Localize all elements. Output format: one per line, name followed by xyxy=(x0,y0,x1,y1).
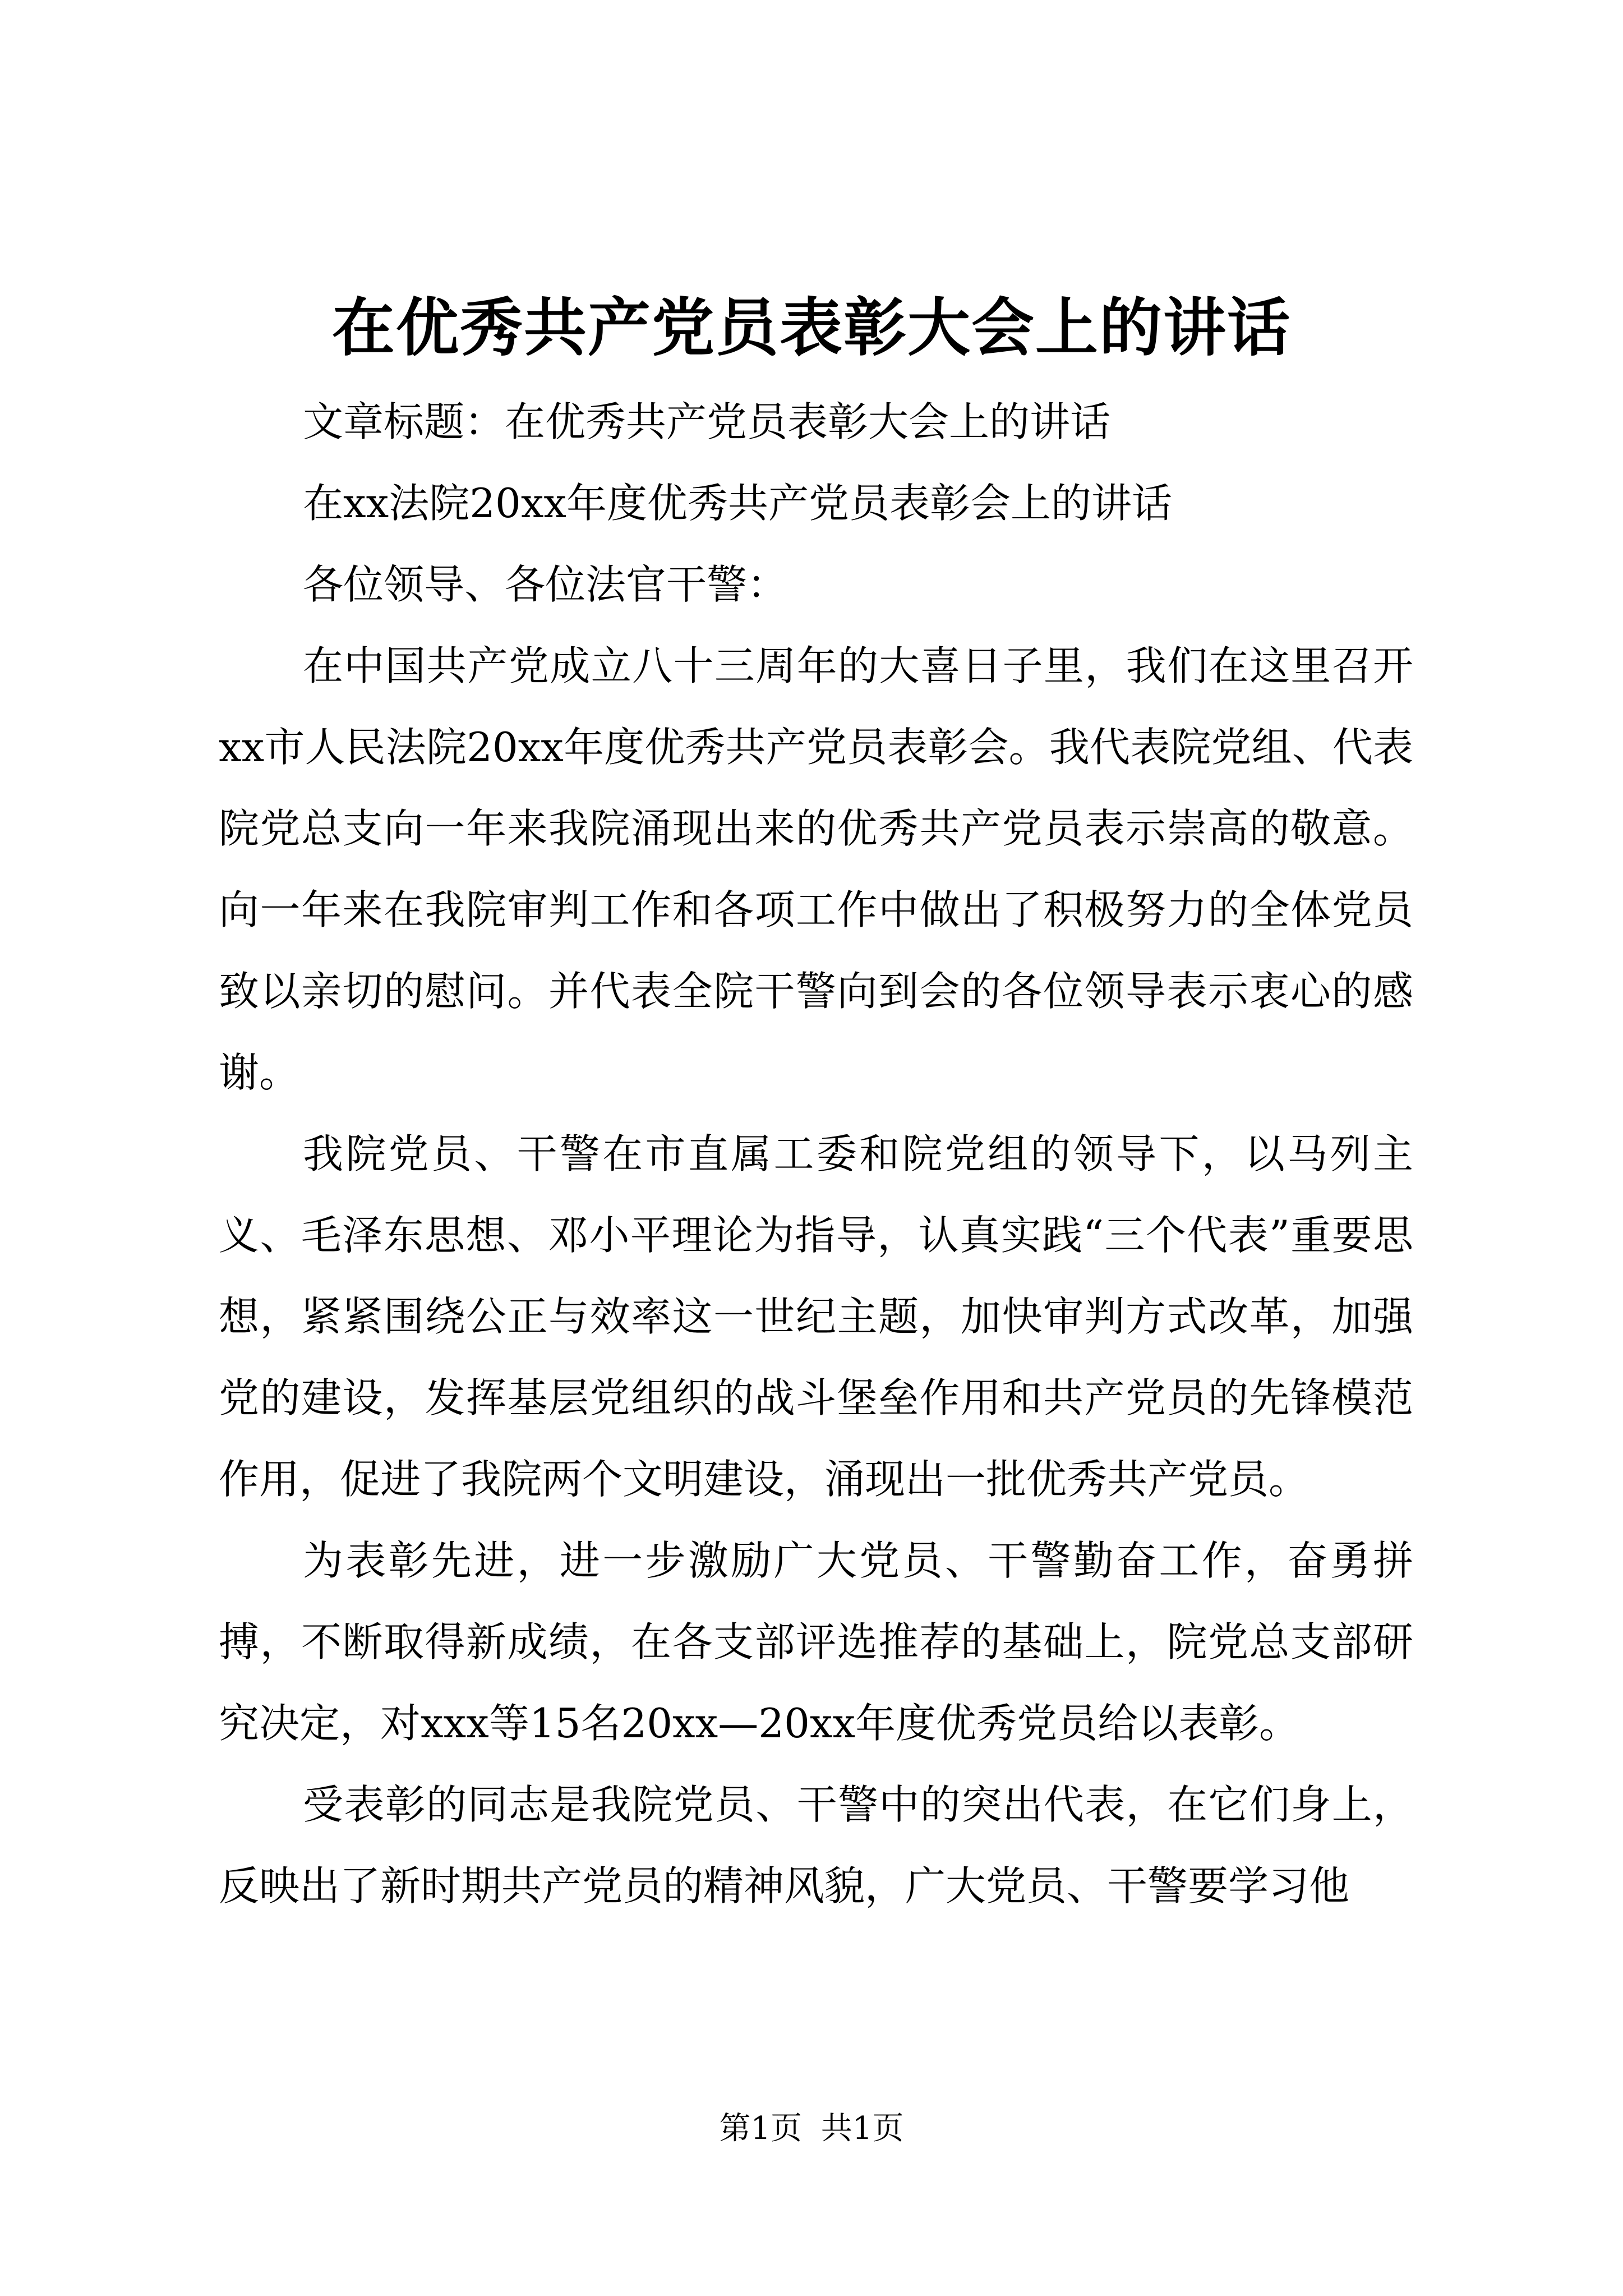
paragraph-article-title: 文章标题：在优秀共产党员表彰大会上的讲话 xyxy=(303,398,1111,445)
document-title: 在优秀共产党员表彰大会上的讲话 xyxy=(332,291,1291,365)
paragraph-subtitle: 在xx法院20xx年度优秀共产党员表彰会上的讲话 xyxy=(303,480,1173,527)
paragraph-salutation: 各位领导、各位法官干警： xyxy=(303,561,788,608)
page-footer xyxy=(0,2109,1623,2148)
page-total: 共1页 xyxy=(820,2110,904,2147)
page-number: 第1页 xyxy=(719,2110,803,2147)
document-body xyxy=(219,381,1413,1927)
paragraph-body: 受表彰的同志是我院党员、干警中的突出代表，在它们身上，反映出了新时期共产党员的精神风貌，广大党员、干警要学习他 xyxy=(219,1781,1413,1910)
paragraph-body: 为表彰先进，进一步激励广大党员、干警勤奋工作，奋勇拼搏，不断取得新成绩，在各支部评选推荐的基础上，院党总支部研究决定，对xxx等15名20xx—20xx年度优秀党员给以表彰。 xyxy=(219,1537,1413,1747)
paragraph-body: 我院党员、干警在市直属工委和院党组的领导下，以马列主义、毛泽东思想、邓小平理论为指导，认真实践“三个代表”重要思想，紧紧围绕公正与效率这一世纪主题，加快审判方式改革，加强党的建设，发挥基层党组织的战斗堡垒作用和共产党员的先锋模范作用，促进了我院两个文明建设，涌现出一批优秀共产党员。 xyxy=(219,1130,1413,1503)
paragraph-body: 在中国共产党成立八十三周年的大喜日子里，我们在这里召开xx市人民法院20xx年度优秀共产党员表彰会。我代表院党组、代表院党总支向一年来我院涌现出来的优秀共产党员表示崇高的敬意。向一年来在我院审判工作和各项工作中做出了积极努力的全体党员致以亲切的慰问。并代表全院干警向到会的各位领导表示衷心的感谢。 xyxy=(219,642,1413,1096)
